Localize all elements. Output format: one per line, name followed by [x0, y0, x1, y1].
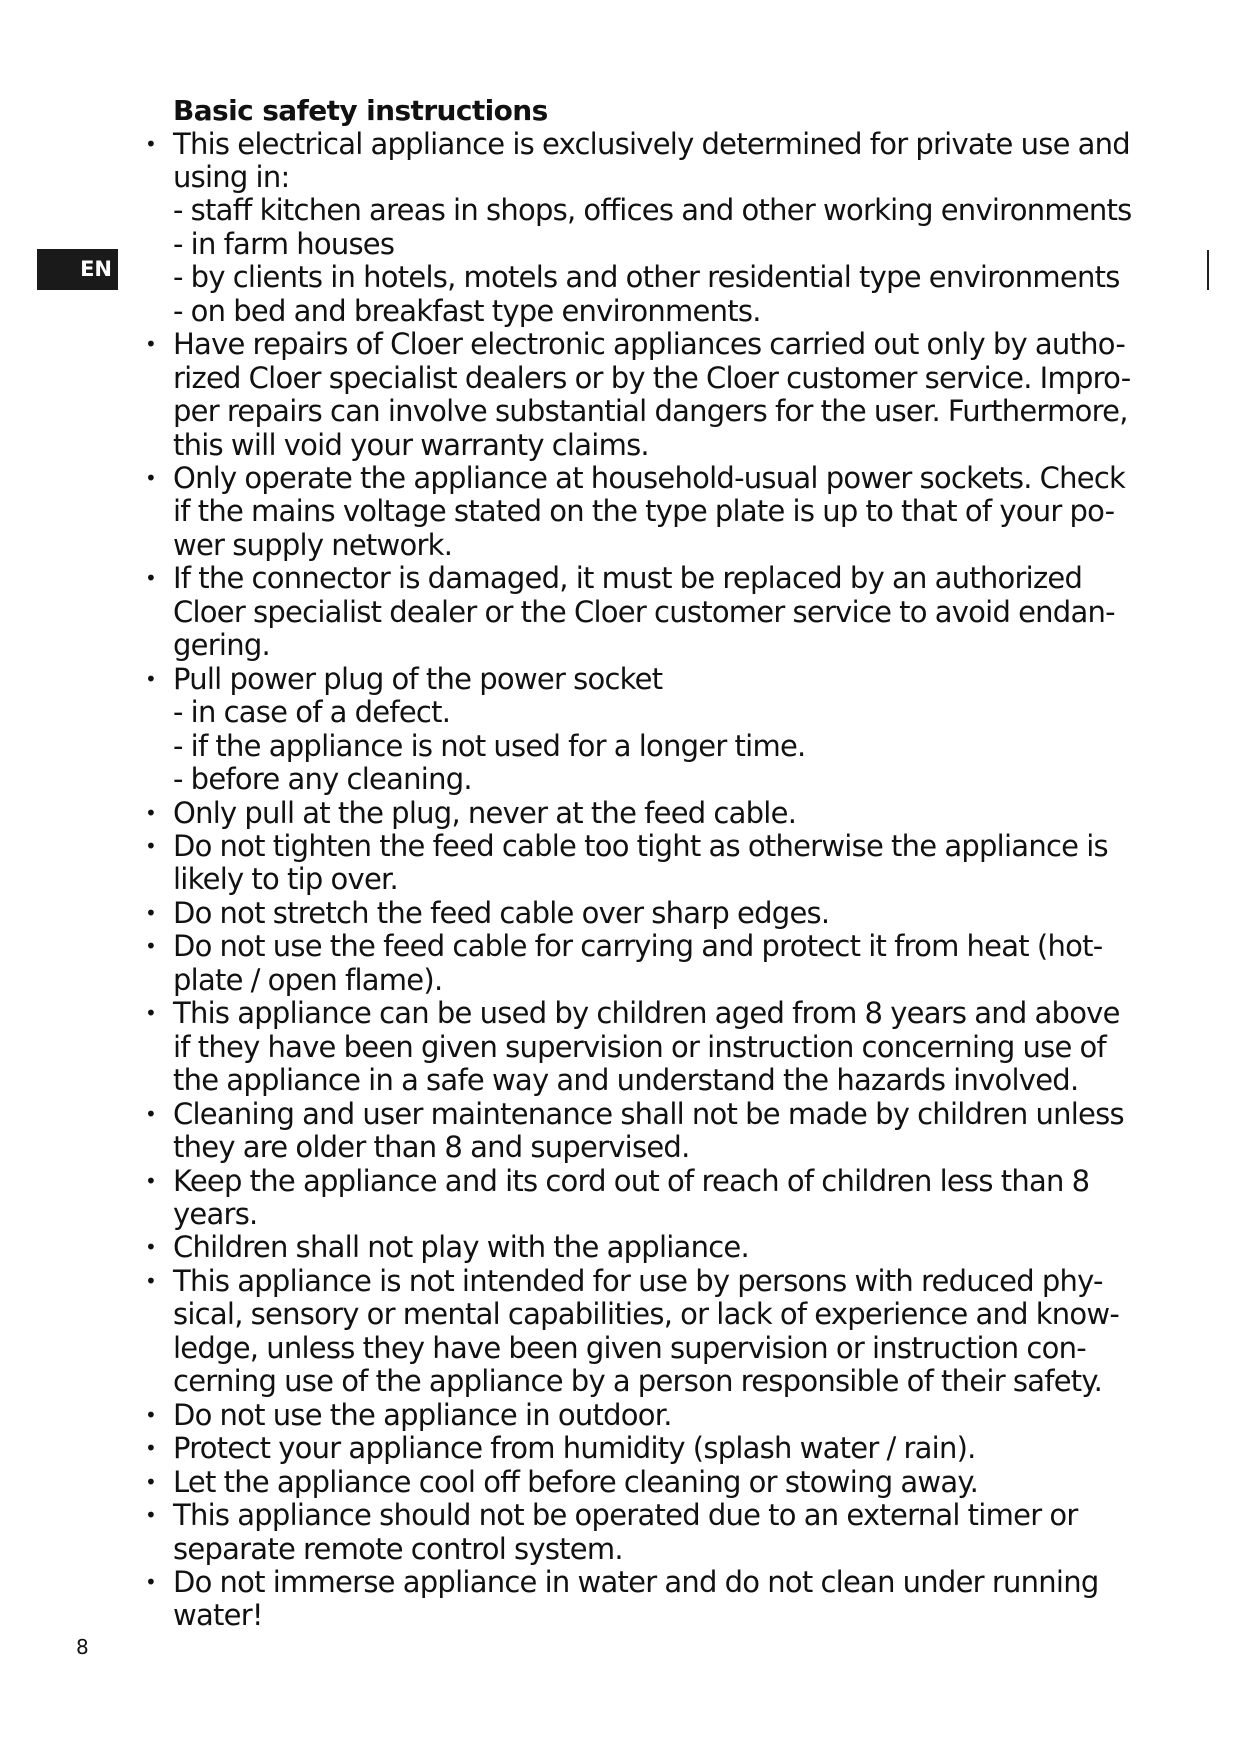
list-item-line: Let the appliance cool off before cleaning or stowing away. — [173, 1464, 979, 1499]
bullet-icon: • — [145, 1168, 157, 1193]
bullet-icon: • — [145, 1235, 157, 1260]
list-item-line: separate remote control system. — [173, 1531, 623, 1566]
list-item — [145, 1498, 1183, 1566]
list-item-line: - if the appliance is not used for a longer time. — [173, 728, 806, 763]
list-item-line: Only operate the appliance at household-usual power sockets. Check — [173, 461, 1126, 496]
list-item-line: - in farm houses — [173, 226, 395, 261]
list-item — [145, 1263, 1183, 1399]
list-item-line: plate / open flame). — [173, 962, 443, 997]
list-item-line: years. — [173, 1197, 258, 1231]
list-item-line: This appliance should not be operated due to an external timer or — [173, 1498, 1078, 1533]
bullet-icon: • — [145, 131, 157, 156]
bullet-icon: • — [145, 834, 157, 859]
list-item-line: ledge, unless they have been given supervision or instruction con- — [173, 1330, 1086, 1365]
list-item — [145, 895, 1183, 930]
list-item-line: - staff kitchen areas in shops, offices and other working environments — [173, 193, 1132, 228]
list-item — [145, 1163, 1183, 1232]
list-item-line: Cleaning and user maintenance shall not be made by children unless — [173, 1096, 1124, 1131]
list-item-line: If the connector is damaged, it must be replaced by an authorized — [173, 561, 1083, 596]
list-item-line: Do not use the appliance in outdoor. — [173, 1397, 672, 1432]
bullet-icon: • — [145, 800, 157, 825]
list-item-line: - before any cleaning. — [173, 762, 472, 797]
bullet-icon: • — [145, 900, 157, 925]
list-item-line: if they have been given supervision or instruction concerning use of — [173, 1029, 1107, 1064]
language-tab-label: EN — [80, 257, 112, 281]
list-item-line: if the mains voltage stated on the type plate is up to that of your po- — [173, 494, 1115, 529]
list-item-line: per repairs can involve substantial dangers for the user. Furthermore, — [173, 394, 1128, 429]
list-item-line: Keep the appliance and its cord out of reach of children less than 8 — [173, 1163, 1090, 1198]
list-item-line: Cloer specialist dealer or the Cloer customer service to avoid endan- — [173, 594, 1115, 629]
list-item — [145, 829, 1183, 897]
section-heading: Basic safety instructions — [173, 94, 548, 127]
list-item-line: Pull power plug of the power socket — [173, 661, 663, 696]
bullet-icon: • — [145, 934, 157, 959]
list-item — [145, 795, 1183, 830]
list-item-line: - by clients in hotels, motels and other residential type environments — [173, 260, 1120, 295]
bullet-icon: • — [145, 566, 157, 591]
list-item — [145, 929, 1183, 997]
bullet-icon: • — [145, 1469, 157, 1494]
list-item — [145, 561, 1183, 663]
list-item-line: This appliance can be used by children aged from 8 years and above — [173, 996, 1120, 1031]
bullet-icon: • — [145, 466, 157, 491]
list-item — [145, 1397, 1183, 1432]
list-item-line: Only pull at the plug, never at the feed cable. — [173, 795, 797, 830]
list-item-line: using in: — [173, 159, 290, 194]
list-item-line: wer supply network. — [173, 527, 453, 562]
list-item — [145, 1431, 1183, 1466]
page-number: 8 — [76, 1635, 89, 1659]
list-item-line: the appliance in a safe way and understand the hazards involved. — [173, 1063, 1079, 1098]
list-item-line: Do not stretch the feed cable over sharp edges. — [173, 895, 830, 930]
bullet-icon: • — [145, 1569, 157, 1594]
list-item-line: - in case of a defect. — [173, 695, 451, 730]
bullet-icon: • — [145, 1268, 157, 1293]
list-item-line: likely to tip over. — [173, 862, 399, 897]
list-item-line: Do not immerse appliance in water and do not clean under running — [173, 1564, 1099, 1599]
bullet-icon: • — [145, 1503, 157, 1528]
margin-mark — [1207, 250, 1209, 290]
bullet-icon: • — [145, 332, 157, 357]
list-item-line: this will void your warranty claims. — [173, 427, 649, 462]
list-item-line: water! — [173, 1598, 263, 1633]
language-tab — [37, 249, 118, 290]
list-item-line: Do not tighten the feed cable too tight as otherwise the appliance is — [173, 829, 1108, 864]
list-item-line: gering. — [173, 628, 270, 663]
list-item-line: This electrical appliance is exclusively determined for private use and — [173, 126, 1130, 161]
list-item-line: Do not use the feed cable for carrying and protect it from heat (hot- — [173, 929, 1103, 964]
list-item — [145, 1230, 1183, 1265]
list-item — [145, 661, 1183, 797]
list-item — [145, 1564, 1183, 1633]
list-item — [145, 126, 1183, 329]
list-item-line: - on bed and breakfast type environments. — [173, 293, 761, 328]
list-item-line: rized Cloer specialist dealers or by the Cloer customer service. Impro- — [173, 360, 1131, 395]
list-item — [145, 461, 1183, 562]
list-item-line: Protect your appliance from humidity (splash water / rain). — [173, 1431, 976, 1466]
bullet-icon: • — [145, 1402, 157, 1427]
list-item — [145, 327, 1183, 462]
list-item-line: sical, sensory or mental capabilities, or lack of experience and know- — [173, 1297, 1120, 1332]
list-item — [145, 1096, 1183, 1165]
list-item-line: This appliance is not intended for use by persons with reduced phy- — [173, 1263, 1103, 1298]
bullet-icon: • — [145, 666, 157, 691]
bullet-icon: • — [145, 1101, 157, 1126]
list-item-line: they are older than 8 and supervised. — [173, 1130, 690, 1165]
list-item-line: Have repairs of Cloer electronic appliances carried out only by autho- — [173, 327, 1126, 362]
safety-instructions-list — [145, 126, 1183, 1633]
list-item — [145, 996, 1183, 1098]
bullet-icon: • — [145, 1001, 157, 1026]
list-item-line: cerning use of the appliance by a person responsible of their safety. — [173, 1364, 1103, 1399]
bullet-icon: • — [145, 1436, 157, 1461]
list-item — [145, 1464, 1183, 1499]
list-item-line: Children shall not play with the appliance. — [173, 1230, 749, 1265]
safety-instructions-section — [145, 94, 1183, 1633]
